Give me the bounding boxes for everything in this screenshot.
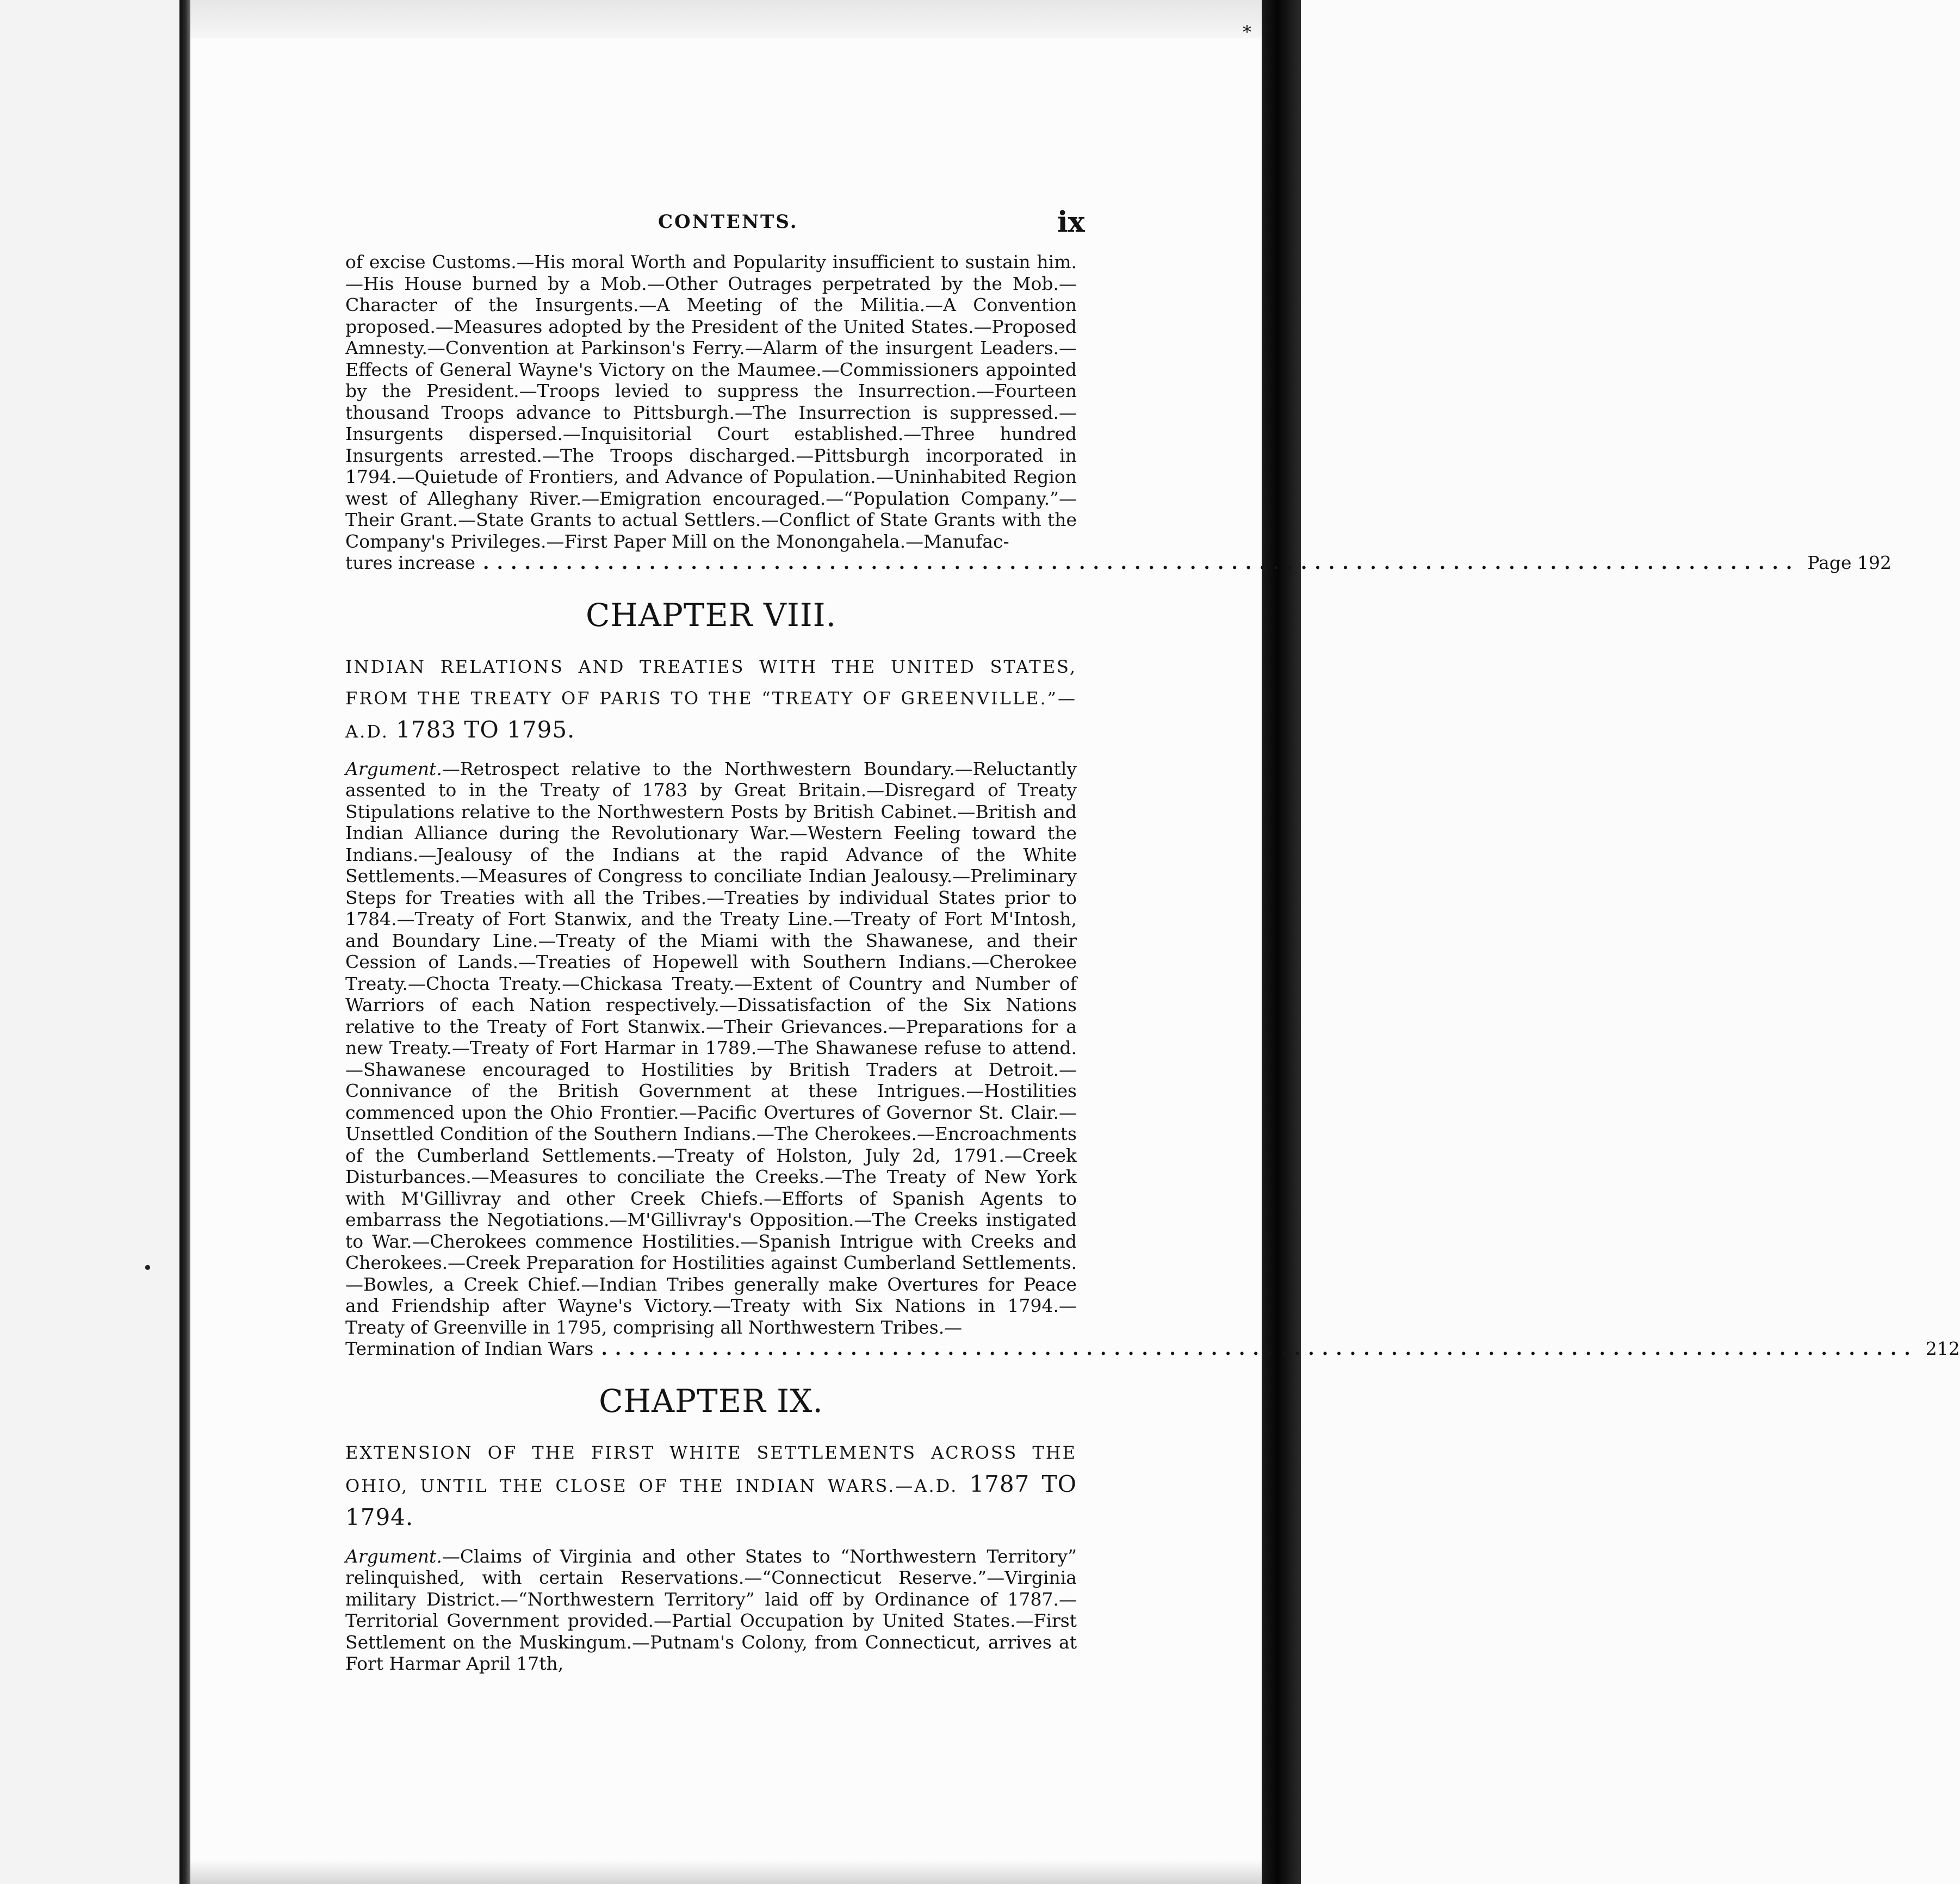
argument-last-line: Termination of Indian Wars [345, 1338, 594, 1359]
chapter-subtitle [345, 1437, 1077, 1535]
chapter-argument [345, 1546, 1077, 1675]
continued-argument-text: of excise Customs.—His moral Worth and Popularity insufficient to sustain him.—His House burned by a Mob.—Other Outrages perpetrated by the Mob.—Character of the Insurgents.—A Meeting of the Militia.—A Convention proposed.—Measures adopted by the President of the United States.—Proposed Amnesty.—Convention at Parkinson's Ferry.—Alarm of the insurgent Leaders.—Effects of General Wayne's Victory on the Maumee.—Commissioners appointed by the President.—Troops levied to suppress the Insurrection.—Fourteen thousand Troops advance to Pittsburgh.—The Insurrection is suppressed.—Insurgents dispersed.—Inquisitorial Court established.—Three hundred Insurgents arrested.—The Troops discharged.—Pittsburgh incorporated in 1794.—Quietude of Frontiers, and Advance of Population.—Uninhabited Region west of Alleghany River.—Emigration encouraged.—“Population Company.”—Their Grant.—State Grants to actual Settlers.—Conflict of State Grants with the Company's Privileges.—First Paper Mill on the Monongahela.—Manufac- [345, 251, 1077, 552]
argument-text: —Claims of Virginia and other States to “Northwestern Territory” relinquished, with certain Reservations.—“Connecticut Reserve.”—Virginia military District.—“Northwestern Territory” laid off by Ordinance of 1787.—Territorial Government provided.—Partial Occupation by United States.—First Settlement on the Muskingum.—Putnam's Colony, from Connecticut, arrives at Fort Harmar April 17th, [345, 1545, 1077, 1674]
chapter-entry [345, 1383, 1077, 1675]
argument-label: Argument. [345, 1545, 442, 1567]
chapter-subtitle [345, 651, 1077, 747]
page-reference: 212 [1925, 1338, 1960, 1359]
continued-entry [345, 251, 1891, 574]
page-reference: Page 192 [1807, 552, 1891, 573]
chapter-subtitle-text: INDIAN RELATIONS AND TREATIES WITH THE UNITED STATES, FROM THE TREATY OF PARIS TO THE “TREATY OF GREENVILLE.”—A.D. [345, 656, 1077, 742]
argument-text: —Retrospect relative to the Northwestern Boundary.—Reluctantly assented to in the Treaty of 1783 by Great Britain.—Disregard of Treaty Stipulations relative to the Northwestern Posts by British Cabinet.—British and Indian Alliance during the Revolutionary War.—Western Feeling toward the Indians.—Jealousy of the Indians at the rapid Advance of the White Settlements.—Measures of Congress to conciliate Indian Jealousy.—Preliminary Steps for Treaties with all the Tribes.—Treaties by individual States prior to 1784.—Treaty of Fort Stanwix, and the Treaty Line.—Treaty of Fort M'Intosh, and Boundary Line.—Treaty of the Miami with the Shawanese, and their Cession of Lands.—Treaties of Hopewell with Southern Indians.—Cherokee Treaty.—Chocta Treaty.—Chickasa Treaty.—Extent of Country and Number of Warriors of each Nation respectively.—Dissatisfaction of the Six Nations relative to the Treaty of Fort Stanwix.—Their Grievances.—Preparations for a new Treaty.—Treaty of Fort Harmar in 1789.—The Shawanese refuse to attend.—Shawanese encouraged to Hostilities by British Traders at Detroit.—Connivance of the British Government at these Intrigues.—Hostilities commenced upon the Ohio Frontier.—Pacific Overtures of Governor St. Clair.—Unsettled Condition of the Southern Indians.—The Cherokees.—Encroachments of the Cumberland Settlements.—Treaty of Holston, July 2d, 1791.—Creek Disturbances.—Measures to conciliate the Creeks.—The Treaty of New York with M'Gillivray and other Creek Chiefs.—Efforts of Spanish Agents to embarrass the Negotiations.—M'Gillivray's Opposition.—The Creeks instigated to War.—Cherokees commence Hostilities.—Spanish Intrigue with Creeks and Cherokees.—Creek Preparation for Hostilities against Cumberland Settlements.—Bowles, a Creek Chief.—Indian Tribes generally make Overtures for Peace and Friendship after Wayne's Victory.—Treaty with Six Nations in 1794.—Treaty of Greenville in 1795, comprising all Northwestern Tribes.— [345, 758, 1077, 1338]
argument-label: Argument. [345, 758, 442, 779]
book-gutter [179, 0, 190, 1884]
facing-page [0, 0, 179, 1884]
chapter-years: 1783 TO 1795. [396, 716, 575, 743]
chapter-years: 1787 TO 1794. [345, 1470, 1077, 1530]
page-bottom-shadow [190, 1860, 1262, 1884]
continued-entry-last-line: tures increase [345, 552, 475, 573]
chapter-title: CHAPTER VIII. [585, 596, 837, 634]
corner-mark: * [1243, 22, 1251, 42]
chapter-entry [345, 596, 1960, 1360]
chapter-entry-end [345, 1338, 1960, 1360]
leader-dots: ............................................................................................... [482, 552, 1800, 573]
page-right-edge [1262, 0, 1301, 1884]
running-head: CONTENTS. [658, 211, 798, 233]
margin-dot: • [142, 1257, 153, 1278]
continued-entry-end [345, 552, 1891, 574]
chapter-argument [345, 758, 1077, 1338]
page-top-edge [190, 0, 1262, 38]
chapter-title: CHAPTER IX. [599, 1382, 823, 1420]
chapter-subtitle-text: EXTENSION OF THE FIRST WHITE SETTLEMENTS ACROSS THE OHIO, UNTIL THE CLOSE OF THE INDIAN WARS.—A.D. [345, 1442, 1077, 1496]
page-number: ix [1057, 206, 1085, 239]
contents-body [345, 251, 1960, 1675]
leader-dots: ............................................................................................... [601, 1338, 1918, 1359]
